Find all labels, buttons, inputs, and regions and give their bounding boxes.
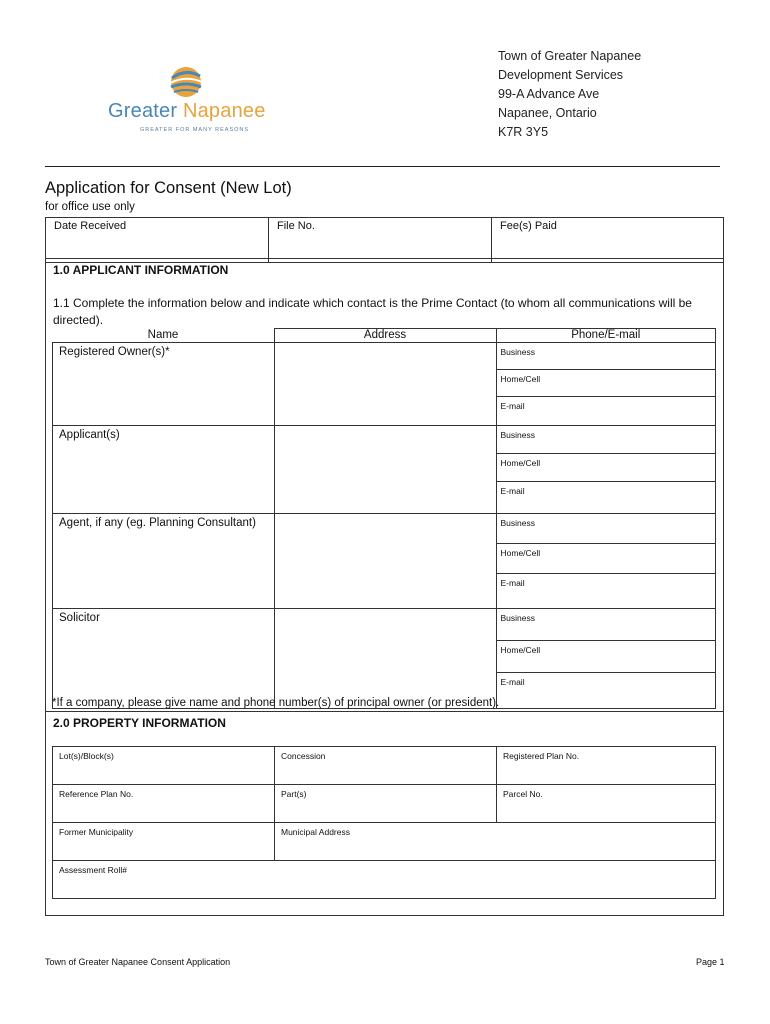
section-heading-applicant: 1.0 APPLICANT INFORMATION (53, 263, 229, 277)
office-use-label: for office use only (45, 201, 135, 213)
agent-contact (497, 514, 716, 603)
registered-plan-field[interactable]: Registered Plan No. (497, 747, 716, 785)
page-title: Application for Consent (New Lot) (45, 179, 292, 197)
header-divider (45, 166, 720, 167)
registered-owner-address-field[interactable] (274, 343, 496, 426)
address-line: K7R 3Y5 (498, 125, 549, 139)
address-line: 99-A Advance Ave (498, 87, 600, 101)
logo-tagline: GREATER FOR MANY REASONS (140, 127, 250, 133)
concession-field[interactable]: Concession (275, 747, 497, 785)
logo-wordmark: Greater Napanee (108, 100, 266, 122)
business-phone-field[interactable]: Business (497, 343, 716, 370)
solicitor-address-field[interactable] (274, 609, 496, 709)
reference-plan-field[interactable]: Reference Plan No. (53, 785, 275, 823)
business-phone-field[interactable]: Business (497, 426, 716, 454)
agent-name-field[interactable]: Agent, if any (eg. Planning Consultant) (53, 514, 275, 609)
applicant-contact (497, 426, 716, 509)
date-received-field[interactable]: Date Received (46, 218, 269, 263)
column-header-name: Name (53, 329, 275, 343)
applicant-instructions: 1.1 Complete the information below and indicate which contact is the Prime Contact (to whom all communications will be directed). (53, 296, 692, 327)
solicitor-name-field[interactable]: Solicitor (53, 609, 275, 709)
address-line: Town of Greater Napanee (498, 49, 642, 63)
property-table (52, 746, 716, 899)
applicant-address-field[interactable] (274, 426, 496, 514)
section-heading-property: 2.0 PROPERTY INFORMATION (53, 716, 226, 730)
email-field[interactable]: E-mail (497, 397, 716, 424)
fees-paid-field[interactable]: Fee(s) Paid (492, 218, 724, 263)
applicant-name-field[interactable]: Applicant(s) (53, 426, 275, 514)
home-cell-field[interactable]: Home/Cell (497, 641, 716, 673)
registered-owner-contact (497, 343, 716, 423)
office-use-table (45, 217, 724, 263)
footer-document-name: Town of Greater Napanee Consent Application (45, 957, 231, 967)
email-field[interactable]: E-mail (497, 673, 716, 705)
home-cell-field[interactable]: Home/Cell (497, 370, 716, 397)
footer-page-number: Page 1 (696, 957, 725, 967)
assessment-roll-field[interactable]: Assessment Roll# (53, 861, 716, 899)
file-no-field[interactable]: File No. (269, 218, 492, 263)
column-header-phone: Phone/E-mail (496, 329, 716, 343)
lot-block-field[interactable]: Lot(s)/Block(s) (53, 747, 275, 785)
home-cell-field[interactable]: Home/Cell (497, 544, 716, 574)
logo-emblem-icon (108, 64, 273, 104)
solicitor-contact (497, 609, 716, 704)
office-address (498, 47, 641, 142)
email-field[interactable]: E-mail (497, 574, 716, 604)
municipal-address-field[interactable]: Municipal Address (275, 823, 716, 861)
email-field[interactable]: E-mail (497, 482, 716, 510)
business-phone-field[interactable]: Business (497, 514, 716, 544)
company-footnote: *If a company, please give name and phone number(s) of principal owner (or president). (52, 697, 500, 709)
registered-owner-name-field[interactable]: Registered Owner(s)* (53, 343, 275, 426)
address-line: Napanee, Ontario (498, 106, 597, 120)
home-cell-field[interactable]: Home/Cell (497, 454, 716, 482)
parcel-no-field[interactable]: Parcel No. (497, 785, 716, 823)
column-header-address: Address (274, 329, 496, 343)
greater-napanee-logo (108, 64, 273, 138)
applicant-table (52, 328, 716, 709)
section-divider (45, 711, 724, 712)
agent-address-field[interactable] (274, 514, 496, 609)
former-municipality-field[interactable]: Former Municipality (53, 823, 275, 861)
business-phone-field[interactable]: Business (497, 609, 716, 641)
address-line: Development Services (498, 68, 624, 82)
parts-field[interactable]: Part(s) (275, 785, 497, 823)
